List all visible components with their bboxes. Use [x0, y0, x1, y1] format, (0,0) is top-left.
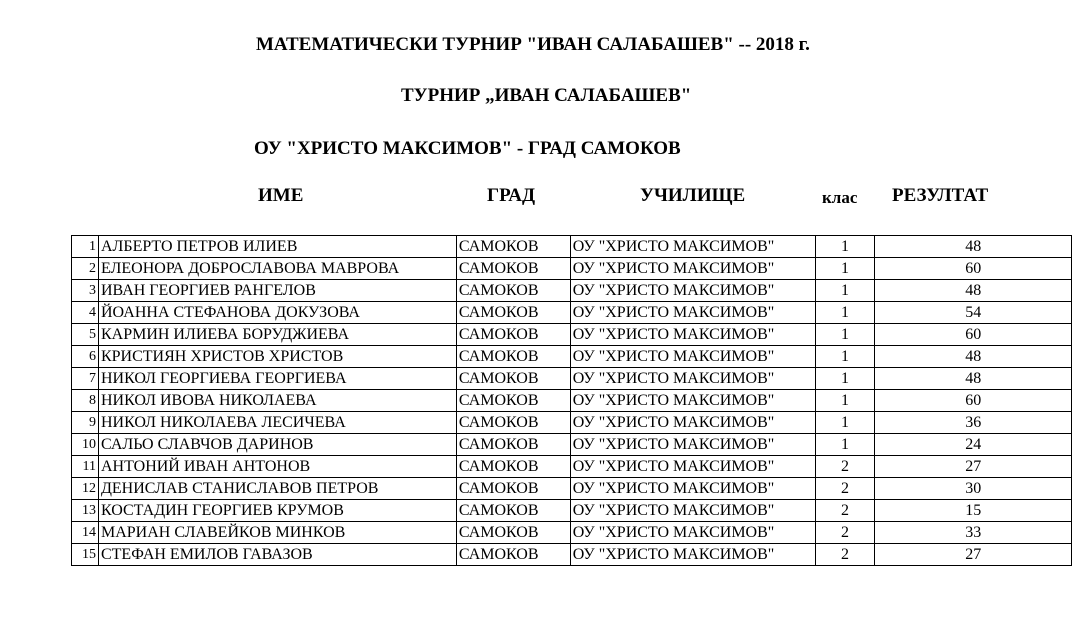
student-city: САМОКОВ: [456, 236, 570, 258]
student-result: 36: [875, 412, 1072, 434]
student-name: ЕЛЕОНОРА ДОБРОСЛАВОВА МАВРОВА: [98, 258, 456, 280]
student-school: ОУ "ХРИСТО МАКСИМОВ": [570, 258, 815, 280]
student-school: ОУ "ХРИСТО МАКСИМОВ": [570, 280, 815, 302]
student-school: ОУ "ХРИСТО МАКСИМОВ": [570, 346, 815, 368]
column-header-result: РЕЗУЛТАТ: [892, 185, 989, 206]
student-name: АЛБЕРТО ПЕТРОВ ИЛИЕВ: [98, 236, 456, 258]
row-number: 12: [72, 478, 99, 500]
student-school: ОУ "ХРИСТО МАКСИМОВ": [570, 302, 815, 324]
student-class: 2: [815, 544, 875, 566]
row-number: 5: [72, 324, 99, 346]
student-class: 1: [815, 302, 875, 324]
student-school: ОУ "ХРИСТО МАКСИМОВ": [570, 478, 815, 500]
student-result: 33: [875, 522, 1072, 544]
row-number: 10: [72, 434, 99, 456]
student-class: 1: [815, 434, 875, 456]
column-header-city: ГРАД: [487, 185, 536, 206]
row-number: 6: [72, 346, 99, 368]
table-row: [72, 368, 1072, 390]
row-number: 1: [72, 236, 99, 258]
column-header-name: ИМЕ: [258, 185, 304, 206]
row-number: 8: [72, 390, 99, 412]
school-subtitle: ОУ "ХРИСТО МАКСИМОВ" - ГРАД САМОКОВ: [254, 138, 681, 159]
student-name: АНТОНИЙ ИВАН АНТОНОВ: [98, 456, 456, 478]
student-result: 48: [875, 280, 1072, 302]
row-number: 3: [72, 280, 99, 302]
student-city: САМОКОВ: [456, 456, 570, 478]
table-row: [72, 280, 1072, 302]
student-city: САМОКОВ: [456, 280, 570, 302]
student-city: САМОКОВ: [456, 500, 570, 522]
student-result: 27: [875, 456, 1072, 478]
table-row: [72, 258, 1072, 280]
student-city: САМОКОВ: [456, 390, 570, 412]
table-row: [72, 390, 1072, 412]
table-row: [72, 456, 1072, 478]
student-city: САМОКОВ: [456, 324, 570, 346]
student-city: САМОКОВ: [456, 302, 570, 324]
student-class: 1: [815, 324, 875, 346]
document-title: МАТЕМАТИЧЕСКИ ТУРНИР "ИВАН САЛАБАШЕВ" -- 2018 г.: [256, 34, 810, 55]
student-name: НИКОЛ ИВОВА НИКОЛАЕВА: [98, 390, 456, 412]
student-name: САЛЬО СЛАВЧОВ ДАРИНОВ: [98, 434, 456, 456]
student-city: САМОКОВ: [456, 258, 570, 280]
table-row: [72, 412, 1072, 434]
student-result: 48: [875, 346, 1072, 368]
student-city: САМОКОВ: [456, 412, 570, 434]
student-result: 27: [875, 544, 1072, 566]
table-row: [72, 302, 1072, 324]
student-name: ЙОАННА СТЕФАНОВА ДОКУЗОВА: [98, 302, 456, 324]
row-number: 7: [72, 368, 99, 390]
table-row: [72, 522, 1072, 544]
row-number: 4: [72, 302, 99, 324]
student-result: 48: [875, 368, 1072, 390]
student-city: САМОКОВ: [456, 368, 570, 390]
row-number: 11: [72, 456, 99, 478]
student-class: 2: [815, 478, 875, 500]
column-header-class: клас: [822, 188, 858, 207]
student-city: САМОКОВ: [456, 434, 570, 456]
student-school: ОУ "ХРИСТО МАКСИМОВ": [570, 324, 815, 346]
student-result: 54: [875, 302, 1072, 324]
student-class: 1: [815, 412, 875, 434]
student-city: САМОКОВ: [456, 522, 570, 544]
student-class: 2: [815, 522, 875, 544]
student-city: САМОКОВ: [456, 544, 570, 566]
student-name: ИВАН ГЕОРГИЕВ РАНГЕЛОВ: [98, 280, 456, 302]
student-result: 15: [875, 500, 1072, 522]
table-row: [72, 434, 1072, 456]
tournament-subtitle: ТУРНИР „ИВАН САЛАБАШЕВ": [401, 85, 692, 106]
student-school: ОУ "ХРИСТО МАКСИМОВ": [570, 412, 815, 434]
student-class: 2: [815, 456, 875, 478]
student-name: КОСТАДИН ГЕОРГИЕВ КРУМОВ: [98, 500, 456, 522]
table-row: [72, 478, 1072, 500]
student-result: 30: [875, 478, 1072, 500]
table-row: [72, 236, 1072, 258]
row-number: 14: [72, 522, 99, 544]
student-school: ОУ "ХРИСТО МАКСИМОВ": [570, 434, 815, 456]
student-name: ДЕНИСЛАВ СТАНИСЛАВОВ ПЕТРОВ: [98, 478, 456, 500]
student-school: ОУ "ХРИСТО МАКСИМОВ": [570, 456, 815, 478]
student-class: 1: [815, 346, 875, 368]
results-table-body: [72, 236, 1072, 566]
student-class: 1: [815, 258, 875, 280]
student-class: 1: [815, 368, 875, 390]
results-table: [71, 235, 1072, 566]
student-name: КАРМИН ИЛИЕВА БОРУДЖИЕВА: [98, 324, 456, 346]
row-number: 9: [72, 412, 99, 434]
table-row: [72, 346, 1072, 368]
student-result: 60: [875, 258, 1072, 280]
student-school: ОУ "ХРИСТО МАКСИМОВ": [570, 390, 815, 412]
student-school: ОУ "ХРИСТО МАКСИМОВ": [570, 368, 815, 390]
row-number: 2: [72, 258, 99, 280]
student-result: 48: [875, 236, 1072, 258]
student-name: НИКОЛ ГЕОРГИЕВА ГЕОРГИЕВА: [98, 368, 456, 390]
row-number: 15: [72, 544, 99, 566]
student-class: 1: [815, 280, 875, 302]
student-name: КРИСТИЯН ХРИСТОВ ХРИСТОВ: [98, 346, 456, 368]
student-school: ОУ "ХРИСТО МАКСИМОВ": [570, 500, 815, 522]
row-number: 13: [72, 500, 99, 522]
table-row: [72, 544, 1072, 566]
table-row: [72, 324, 1072, 346]
student-city: САМОКОВ: [456, 346, 570, 368]
student-class: 2: [815, 500, 875, 522]
table-row: [72, 500, 1072, 522]
column-header-school: УЧИЛИЩЕ: [640, 185, 746, 206]
student-result: 24: [875, 434, 1072, 456]
student-school: ОУ "ХРИСТО МАКСИМОВ": [570, 544, 815, 566]
student-class: 1: [815, 390, 875, 412]
student-result: 60: [875, 324, 1072, 346]
student-name: СТЕФАН ЕМИЛОВ ГАВАЗОВ: [98, 544, 456, 566]
student-name: НИКОЛ НИКОЛАЕВА ЛЕСИЧЕВА: [98, 412, 456, 434]
student-school: ОУ "ХРИСТО МАКСИМОВ": [570, 522, 815, 544]
student-result: 60: [875, 390, 1072, 412]
student-name: МАРИАН СЛАВЕЙКОВ МИНКОВ: [98, 522, 456, 544]
student-school: ОУ "ХРИСТО МАКСИМОВ": [570, 236, 815, 258]
student-city: САМОКОВ: [456, 478, 570, 500]
student-class: 1: [815, 236, 875, 258]
